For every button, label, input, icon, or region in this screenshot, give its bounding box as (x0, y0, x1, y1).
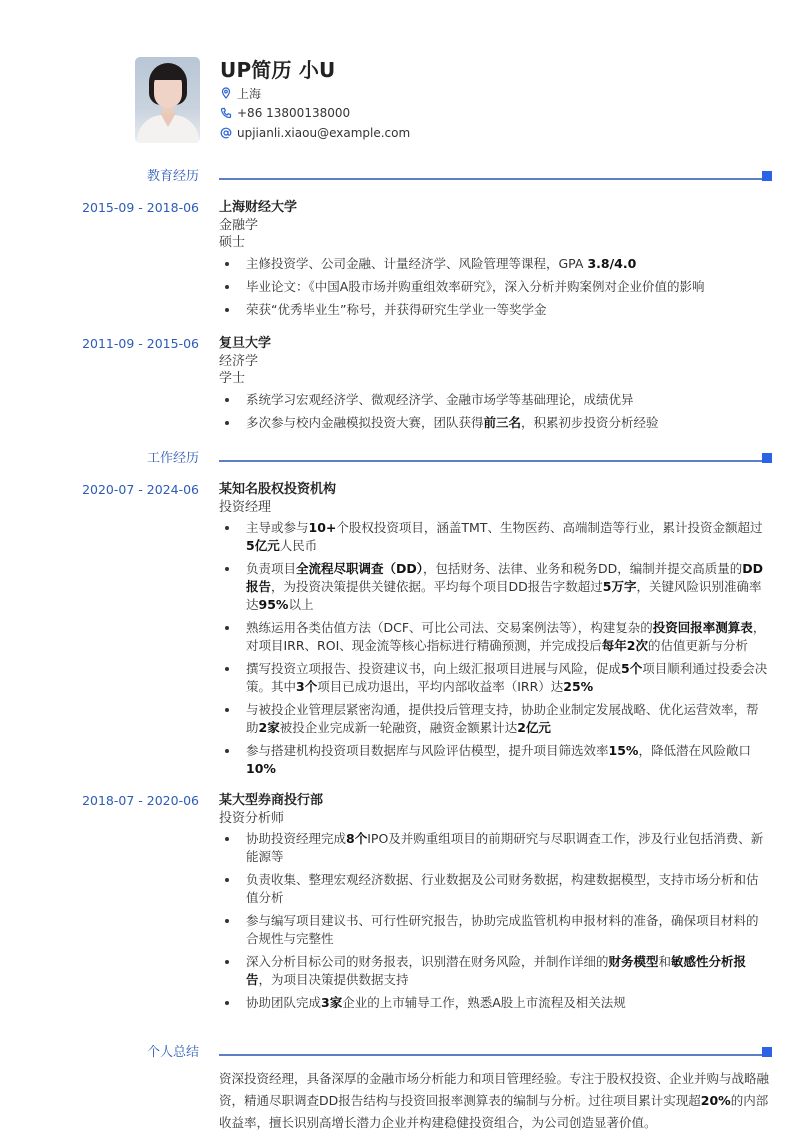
phone-icon (220, 107, 232, 119)
school-name: 复旦大学 (219, 336, 272, 351)
list-item: 撰写投资立项报告、投资建议书，向上级汇报项目进展与风险，促成5个项目顺利通过投委会决策。其中3个项目已成功退出，平均内部收益率（IRR）达25% (219, 660, 769, 696)
contact-info (220, 57, 410, 143)
summary-section (0, 1044, 800, 1130)
list-item: 毕业论文：《中国A股市场并购重组效率研究》，深入分析并购案例对企业价值的影响 (219, 278, 769, 296)
list-item: 参与编写项目建议书、可行性研究报告，协助完成监管机构申报材料的准备，确保项目材料的合规性与完整性 (219, 912, 769, 948)
location-row (220, 83, 410, 103)
section-marker (762, 453, 772, 463)
list-item: 荣获“优秀毕业生”称号，并获得研究生学业一等奖学金 (219, 301, 769, 319)
list-item: 与被投企业管理层紧密沟通，提供投后管理支持，协助企业制定发展战略、优化运营效率，帮助2家被投企业完成新一轮融资，融资金额累计达2亿元 (219, 701, 769, 737)
job-role: 投资经理 (219, 500, 272, 515)
entry-date: 2018-07 - 2020-06 (82, 793, 199, 808)
summary-text: 资深投资经理，具备深厚的金融市场分析能力和项目管理经验。专注于股权投资、企业并购与战略融资，精通尽职调查DD报告结构与投资回报率测算表的编制与分析。过往项目累计实现超20%的内部收益率，擅长识别高增长潜力企业并构建稳健投资组合，为公司创造显著价值。 (219, 1071, 770, 1130)
list-item: 协助投资经理完成8个IPO及并购重组项目的前期研究与尽职调查工作，涉及行业包括消费、新能源等 (219, 830, 769, 866)
profile-photo (135, 57, 200, 143)
education-section (0, 168, 800, 437)
major: 经济学 (219, 354, 259, 369)
list-item: 主修投资学、公司金融、计量经济学、风险管理等课程，GPA 3.8/4.0 (219, 255, 769, 273)
work-entry (0, 792, 800, 1012)
list-item: 深入分析目标公司的财务报表，识别潜在财务风险，并制作详细的财务模型和敏感性分析报告，为项目决策提供数据支持 (219, 953, 769, 989)
list-item: 负责项目全流程尽职调查（DD），包括财务、法律、业务和税务DD，编制并提交高质量的DD报告，为投资决策提供关键依据。平均每个项目DD报告字数超过5万字，关键风险识别准确率达95%以上 (219, 560, 769, 614)
list-item: 熟练运用各类估值方法（DCF、可比公司法、交易案例法等），构建复杂的投资回报率测算表，对项目IRR、ROI、现金流等核心指标进行精确预测，并完成投后每年2次的估值更新与分析 (219, 619, 769, 655)
job-role: 投资分析师 (219, 811, 285, 826)
list-item: 参与搭建机构投资项目数据库与风险评估模型，提升项目筛选效率15%，降低潜在风险敞口10% (219, 742, 769, 778)
entry-date: 2011-09 - 2015-06 (82, 336, 199, 351)
section-title: 教育经历 (146, 169, 199, 184)
email-text: upjianli.xiaou@example.com (237, 126, 411, 140)
email-row (220, 123, 410, 143)
entry-date: 2015-09 - 2018-06 (82, 200, 199, 215)
section-title: 个人总结 (146, 1045, 199, 1060)
phone-row (220, 103, 410, 123)
major: 金融学 (219, 218, 259, 233)
section-divider (219, 178, 762, 180)
at-sign-icon (220, 127, 232, 139)
phone-text: +86 13800138000 (237, 106, 351, 120)
degree: 学士 (219, 371, 246, 386)
list-item: 负责收集、整理宏观经济数据、行业数据及公司财务数据，构建数据模型，支持市场分析和估值分析 (219, 871, 769, 907)
work-section (0, 450, 800, 1017)
degree: 硕士 (219, 235, 246, 250)
candidate-name: UP简历 小U (220, 58, 336, 82)
company-name: 某知名股权投资机构 (219, 482, 337, 497)
education-entry (0, 335, 800, 432)
section-header (0, 168, 800, 188)
section-divider (219, 1054, 762, 1056)
location-text: 上海 (237, 86, 262, 101)
list-item: 多次参与校内金融模拟投资大赛，团队获得前三名，积累初步投资分析经验 (219, 414, 769, 432)
education-entry (0, 199, 800, 319)
section-marker (762, 171, 772, 181)
location-pin-icon (220, 87, 232, 99)
list-item: 主导或参与10+个股权投资项目，涵盖TMT、生物医药、高端制造等行业，累计投资金额超过5亿元人民币 (219, 519, 769, 555)
section-divider (219, 460, 762, 462)
section-marker (762, 1047, 772, 1057)
resume-header (135, 57, 410, 143)
section-title: 工作经历 (146, 451, 199, 466)
section-header (0, 1044, 800, 1064)
work-entry (0, 481, 800, 778)
section-header (0, 450, 800, 470)
company-name: 某大型券商投行部 (219, 793, 324, 808)
school-name: 上海财经大学 (219, 200, 298, 215)
entry-date: 2020-07 - 2024-06 (82, 482, 199, 497)
list-item: 协助团队完成3家企业的上市辅导工作，熟悉A股上市流程及相关法规 (219, 994, 769, 1012)
list-item: 系统学习宏观经济学、微观经济学、金融市场学等基础理论，成绩优异 (219, 391, 769, 409)
